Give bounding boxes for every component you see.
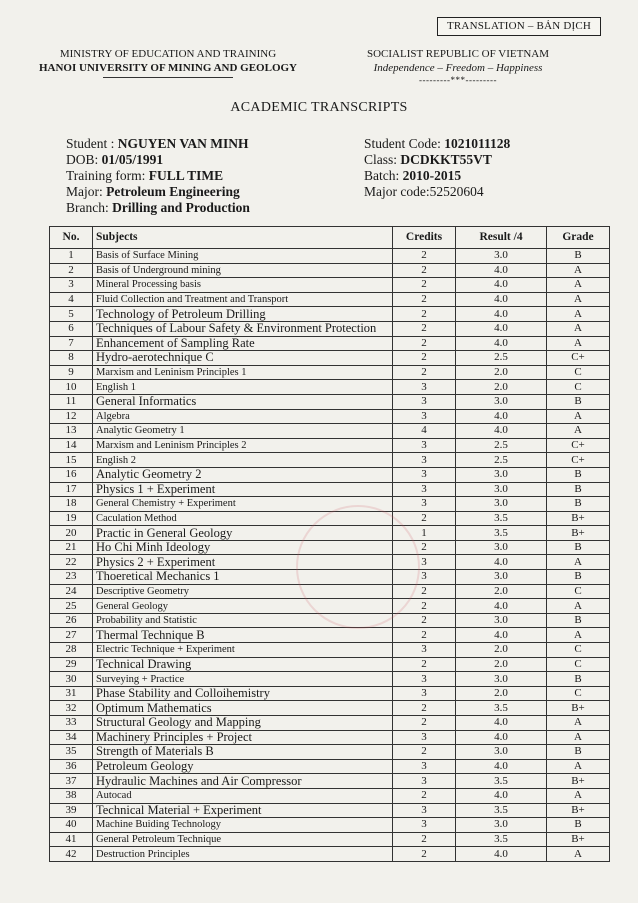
table-row	[50, 643, 610, 658]
major-code-row: Major code:52520604	[364, 184, 484, 199]
ministry-header	[38, 47, 298, 78]
subject-name: Ho Chi Minh Ideology	[93, 540, 393, 555]
credits-value: 2	[393, 292, 456, 307]
table-row	[50, 599, 610, 614]
row-number: 27	[50, 628, 93, 643]
row-number: 13	[50, 424, 93, 439]
result-value: 4.0	[456, 628, 547, 643]
training-row: Training form: FULL TIME	[66, 168, 224, 183]
grade-value: A	[547, 424, 610, 439]
grade-value: B	[547, 497, 610, 512]
result-value: 3.0	[456, 249, 547, 264]
table-row	[50, 526, 610, 541]
credits-value: 2	[393, 278, 456, 293]
result-value: 2.5	[456, 351, 547, 366]
motto-separator: ---------***---------	[419, 75, 497, 85]
subject-name: Basis of Surface Mining	[93, 249, 393, 264]
grade-value: B	[547, 672, 610, 687]
credits-value: 3	[393, 467, 456, 482]
table-row	[50, 803, 610, 818]
grade-value: C+	[547, 438, 610, 453]
subject-name: Techniques of Labour Safety & Environment Protection	[93, 321, 393, 336]
table-row	[50, 321, 610, 336]
credits-value: 3	[393, 555, 456, 570]
grade-value: B	[547, 745, 610, 760]
row-number: 38	[50, 788, 93, 803]
grade-value: A	[547, 847, 610, 862]
result-value: 4.0	[456, 321, 547, 336]
grade-value: A	[547, 278, 610, 293]
table-row	[50, 394, 610, 409]
table-row	[50, 292, 610, 307]
result-value: 4.0	[456, 336, 547, 351]
batch-row: Batch: 2010-2015	[364, 168, 462, 183]
student-name: NGUYEN VAN MINH	[117, 136, 249, 151]
subject-name: Thermal Technique B	[93, 628, 393, 643]
branch-row: Branch: Drilling and Production	[66, 200, 250, 215]
credits-value: 2	[393, 613, 456, 628]
row-number: 14	[50, 438, 93, 453]
row-number: 3	[50, 278, 93, 293]
grade-value: A	[547, 759, 610, 774]
subject-name: Structural Geology and Mapping	[93, 716, 393, 731]
grade-value: B+	[547, 832, 610, 847]
result-value: 3.5	[456, 701, 547, 716]
subject-name: General Chemistry + Experiment	[93, 497, 393, 512]
class-row: Class: DCDKKT55VT	[364, 152, 492, 167]
subject-name: Technical Material + Experiment	[93, 803, 393, 818]
grade-value: B	[547, 394, 610, 409]
grade-value: B	[547, 613, 610, 628]
table-row	[50, 511, 610, 526]
credits-value: 2	[393, 599, 456, 614]
result-value: 2.0	[456, 584, 547, 599]
table-row	[50, 716, 610, 731]
grade-value: C+	[547, 453, 610, 468]
student-batch: 2010-2015	[402, 168, 462, 183]
student-code-row: Student Code: 1021011128	[364, 136, 511, 151]
table-row	[50, 818, 610, 833]
row-number: 5	[50, 307, 93, 322]
credits-value: 3	[393, 818, 456, 833]
table-row	[50, 424, 610, 439]
credits-value: 3	[393, 803, 456, 818]
header-result: Result /4	[456, 227, 547, 249]
table-row	[50, 730, 610, 745]
table-row	[50, 467, 610, 482]
student-info-left	[66, 136, 250, 216]
header-grade: Grade	[547, 227, 610, 249]
credits-value: 3	[393, 759, 456, 774]
row-number: 7	[50, 336, 93, 351]
table-row	[50, 672, 610, 687]
header-no: No.	[50, 227, 93, 249]
student-info-right	[364, 136, 510, 200]
table-row	[50, 555, 610, 570]
grade-value: B	[547, 540, 610, 555]
credits-value: 2	[393, 657, 456, 672]
result-value: 4.0	[456, 599, 547, 614]
credits-value: 1	[393, 526, 456, 541]
result-value: 3.0	[456, 570, 547, 585]
row-number: 23	[50, 570, 93, 585]
credits-value: 3	[393, 730, 456, 745]
student-branch: Drilling and Production	[112, 200, 250, 215]
result-value: 3.0	[456, 745, 547, 760]
student-code: 1021011128	[444, 136, 511, 151]
result-value: 3.5	[456, 774, 547, 789]
header-underline	[103, 77, 233, 78]
result-value: 3.5	[456, 832, 547, 847]
result-value: 2.0	[456, 686, 547, 701]
row-number: 17	[50, 482, 93, 497]
subject-name: Enhancement of Sampling Rate	[93, 336, 393, 351]
row-number: 1	[50, 249, 93, 264]
credits-value: 2	[393, 263, 456, 278]
table-row	[50, 540, 610, 555]
subject-name: Petroleum Geology	[93, 759, 393, 774]
row-number: 41	[50, 832, 93, 847]
grade-value: C+	[547, 351, 610, 366]
student-dob: 01/05/1991	[101, 152, 164, 167]
grade-value: C	[547, 380, 610, 395]
translation-badge: TRANSLATION – BẢN DỊCH	[437, 17, 601, 36]
table-row	[50, 351, 610, 366]
student-class: DCDKKT55VT	[400, 152, 492, 167]
table-row	[50, 263, 610, 278]
grades-table	[49, 226, 610, 862]
row-number: 28	[50, 643, 93, 658]
result-value: 4.0	[456, 307, 547, 322]
training-form: FULL TIME	[148, 168, 224, 183]
subject-name: English 1	[93, 380, 393, 395]
table-row	[50, 686, 610, 701]
subject-name: Analytic Geometry 2	[93, 467, 393, 482]
result-value: 2.0	[456, 380, 547, 395]
grade-value: B	[547, 570, 610, 585]
row-number: 11	[50, 394, 93, 409]
table-row	[50, 497, 610, 512]
credits-value: 2	[393, 321, 456, 336]
table-row	[50, 249, 610, 264]
credits-value: 2	[393, 832, 456, 847]
student-major: Petroleum Engineering	[106, 184, 240, 199]
subject-name: Machinery Principles + Project	[93, 730, 393, 745]
result-value: 3.0	[456, 467, 547, 482]
row-number: 35	[50, 745, 93, 760]
grade-value: B+	[547, 701, 610, 716]
credits-value: 3	[393, 686, 456, 701]
subject-name: Destruction Principles	[93, 847, 393, 862]
result-value: 4.0	[456, 847, 547, 862]
result-value: 2.0	[456, 657, 547, 672]
grade-value: B	[547, 818, 610, 833]
subject-name: Descriptive Geometry	[93, 584, 393, 599]
subject-name: Autocad	[93, 788, 393, 803]
credits-value: 2	[393, 336, 456, 351]
row-number: 6	[50, 321, 93, 336]
republic-header	[338, 47, 578, 85]
credits-value: 2	[393, 745, 456, 760]
row-number: 2	[50, 263, 93, 278]
subject-name: Machine Buiding Technology	[93, 818, 393, 833]
subject-name: Caculation Method	[93, 511, 393, 526]
credits-value: 3	[393, 380, 456, 395]
row-number: 15	[50, 453, 93, 468]
subject-name: Thoeretical Mechanics 1	[93, 570, 393, 585]
row-number: 40	[50, 818, 93, 833]
grade-value: B	[547, 482, 610, 497]
table-row	[50, 613, 610, 628]
republic-name: SOCIALIST REPUBLIC OF VIETNAM	[366, 48, 550, 60]
table-row	[50, 365, 610, 380]
grade-value: B+	[547, 526, 610, 541]
grade-value: B	[547, 249, 610, 264]
grade-value: A	[547, 292, 610, 307]
table-row	[50, 832, 610, 847]
table-row	[50, 701, 610, 716]
row-number: 16	[50, 467, 93, 482]
header-credits: Credits	[393, 227, 456, 249]
table-row	[50, 657, 610, 672]
result-value: 3.0	[456, 672, 547, 687]
credits-value: 2	[393, 716, 456, 731]
document-title: ACADEMIC TRANSCRIPTS	[230, 100, 408, 115]
result-value: 2.0	[456, 643, 547, 658]
grade-value: A	[547, 409, 610, 424]
grade-value: A	[547, 599, 610, 614]
table-header-row	[50, 227, 610, 249]
result-value: 4.0	[456, 424, 547, 439]
row-number: 8	[50, 351, 93, 366]
subject-name: Surveying + Practice	[93, 672, 393, 687]
row-number: 36	[50, 759, 93, 774]
result-value: 3.5	[456, 511, 547, 526]
subject-name: Practic in General Geology	[93, 526, 393, 541]
national-motto: Independence – Freedom – Happiness	[373, 62, 543, 74]
grade-value: B	[547, 467, 610, 482]
table-row	[50, 847, 610, 862]
table-row	[50, 409, 610, 424]
university-name: HANOI UNIVERSITY OF MINING AND GEOLOGY	[38, 62, 298, 74]
credits-value: 3	[393, 497, 456, 512]
result-value: 2.5	[456, 453, 547, 468]
grade-value: C	[547, 686, 610, 701]
subject-name: Optimum Mathematics	[93, 701, 393, 716]
subject-name: Marxism and Leninism Principles 2	[93, 438, 393, 453]
row-number: 42	[50, 847, 93, 862]
ministry-name: MINISTRY OF EDUCATION AND TRAINING	[59, 48, 277, 60]
row-number: 20	[50, 526, 93, 541]
credits-value: 2	[393, 628, 456, 643]
table-row	[50, 759, 610, 774]
result-value: 3.5	[456, 526, 547, 541]
row-number: 29	[50, 657, 93, 672]
table-row	[50, 336, 610, 351]
result-value: 2.0	[456, 365, 547, 380]
grade-value: A	[547, 788, 610, 803]
row-number: 39	[50, 803, 93, 818]
result-value: 3.0	[456, 497, 547, 512]
row-number: 26	[50, 613, 93, 628]
credits-value: 3	[393, 453, 456, 468]
row-number: 25	[50, 599, 93, 614]
credits-value: 3	[393, 409, 456, 424]
grade-value: A	[547, 263, 610, 278]
credits-value: 4	[393, 424, 456, 439]
result-value: 3.0	[456, 482, 547, 497]
grade-value: B+	[547, 774, 610, 789]
credits-value: 2	[393, 511, 456, 526]
row-number: 21	[50, 540, 93, 555]
result-value: 4.0	[456, 263, 547, 278]
table-row	[50, 788, 610, 803]
grade-value: A	[547, 730, 610, 745]
subject-name: Physics 2 + Experiment	[93, 555, 393, 570]
result-value: 2.5	[456, 438, 547, 453]
grade-value: A	[547, 307, 610, 322]
subject-name: Basis of Underground mining	[93, 263, 393, 278]
result-value: 4.0	[456, 278, 547, 293]
major-row: Major: Petroleum Engineering	[66, 184, 240, 199]
subject-name: Technical Drawing	[93, 657, 393, 672]
grade-value: C	[547, 643, 610, 658]
row-number: 12	[50, 409, 93, 424]
result-value: 3.0	[456, 818, 547, 833]
credits-value: 3	[393, 672, 456, 687]
grade-value: C	[547, 584, 610, 599]
row-number: 31	[50, 686, 93, 701]
table-row	[50, 380, 610, 395]
table-row	[50, 745, 610, 760]
subject-name: Phase Stability and Colloihemistry	[93, 686, 393, 701]
result-value: 4.0	[456, 292, 547, 307]
subject-name: Analytic Geometry 1	[93, 424, 393, 439]
credits-value: 3	[393, 482, 456, 497]
grade-value: A	[547, 555, 610, 570]
grade-value: C	[547, 365, 610, 380]
subject-name: Hydro-aerotechnique C	[93, 351, 393, 366]
subject-name: Strength of Materials B	[93, 745, 393, 760]
credits-value: 2	[393, 540, 456, 555]
subject-name: Physics 1 + Experiment	[93, 482, 393, 497]
subject-name: General Informatics	[93, 394, 393, 409]
row-number: 9	[50, 365, 93, 380]
row-number: 19	[50, 511, 93, 526]
credits-value: 2	[393, 701, 456, 716]
result-value: 3.0	[456, 394, 547, 409]
row-number: 10	[50, 380, 93, 395]
table-row	[50, 774, 610, 789]
table-row	[50, 482, 610, 497]
result-value: 4.0	[456, 409, 547, 424]
grade-value: A	[547, 628, 610, 643]
row-number: 33	[50, 716, 93, 731]
credits-value: 2	[393, 847, 456, 862]
result-value: 3.0	[456, 540, 547, 555]
dob-row: DOB: 01/05/1991	[66, 152, 164, 167]
subject-name: Hydraulic Machines and Air Compressor	[93, 774, 393, 789]
credits-value: 3	[393, 570, 456, 585]
credits-value: 3	[393, 643, 456, 658]
subject-name: Mineral Processing basis	[93, 278, 393, 293]
row-number: 34	[50, 730, 93, 745]
result-value: 3.0	[456, 613, 547, 628]
row-number: 37	[50, 774, 93, 789]
major-code: 52520604	[429, 184, 484, 199]
header-subjects: Subjects	[93, 227, 393, 249]
subject-name: Technology of Petroleum Drilling	[93, 307, 393, 322]
grade-value: C	[547, 657, 610, 672]
credits-value: 3	[393, 394, 456, 409]
row-number: 24	[50, 584, 93, 599]
subject-name: English 2	[93, 453, 393, 468]
subject-name: Electric Technique + Experiment	[93, 643, 393, 658]
row-number: 30	[50, 672, 93, 687]
table-row	[50, 584, 610, 599]
subject-name: Algebra	[93, 409, 393, 424]
result-value: 3.5	[456, 803, 547, 818]
credits-value: 2	[393, 788, 456, 803]
table-row	[50, 570, 610, 585]
subject-name: General Petroleum Technique	[93, 832, 393, 847]
subject-name: General Geology	[93, 599, 393, 614]
subject-name: Fluid Collection and Treatment and Transport	[93, 292, 393, 307]
result-value: 4.0	[456, 730, 547, 745]
table-row	[50, 278, 610, 293]
grade-value: B+	[547, 803, 610, 818]
credits-value: 2	[393, 351, 456, 366]
credits-value: 2	[393, 307, 456, 322]
result-value: 4.0	[456, 716, 547, 731]
grade-value: A	[547, 321, 610, 336]
grade-value: A	[547, 336, 610, 351]
grade-value: B+	[547, 511, 610, 526]
row-number: 32	[50, 701, 93, 716]
table-row	[50, 453, 610, 468]
credits-value: 2	[393, 584, 456, 599]
credits-value: 2	[393, 365, 456, 380]
grade-value: A	[547, 716, 610, 731]
result-value: 4.0	[456, 788, 547, 803]
credits-value: 3	[393, 774, 456, 789]
row-number: 22	[50, 555, 93, 570]
row-number: 18	[50, 497, 93, 512]
credits-value: 3	[393, 438, 456, 453]
table-row	[50, 307, 610, 322]
result-value: 4.0	[456, 555, 547, 570]
credits-value: 2	[393, 249, 456, 264]
subject-name: Probability and Statistic	[93, 613, 393, 628]
row-number: 4	[50, 292, 93, 307]
table-row	[50, 438, 610, 453]
student-name-row: Student : NGUYEN VAN MINH	[66, 136, 249, 151]
table-row	[50, 628, 610, 643]
result-value: 4.0	[456, 759, 547, 774]
subject-name: Marxism and Leninism Principles 1	[93, 365, 393, 380]
